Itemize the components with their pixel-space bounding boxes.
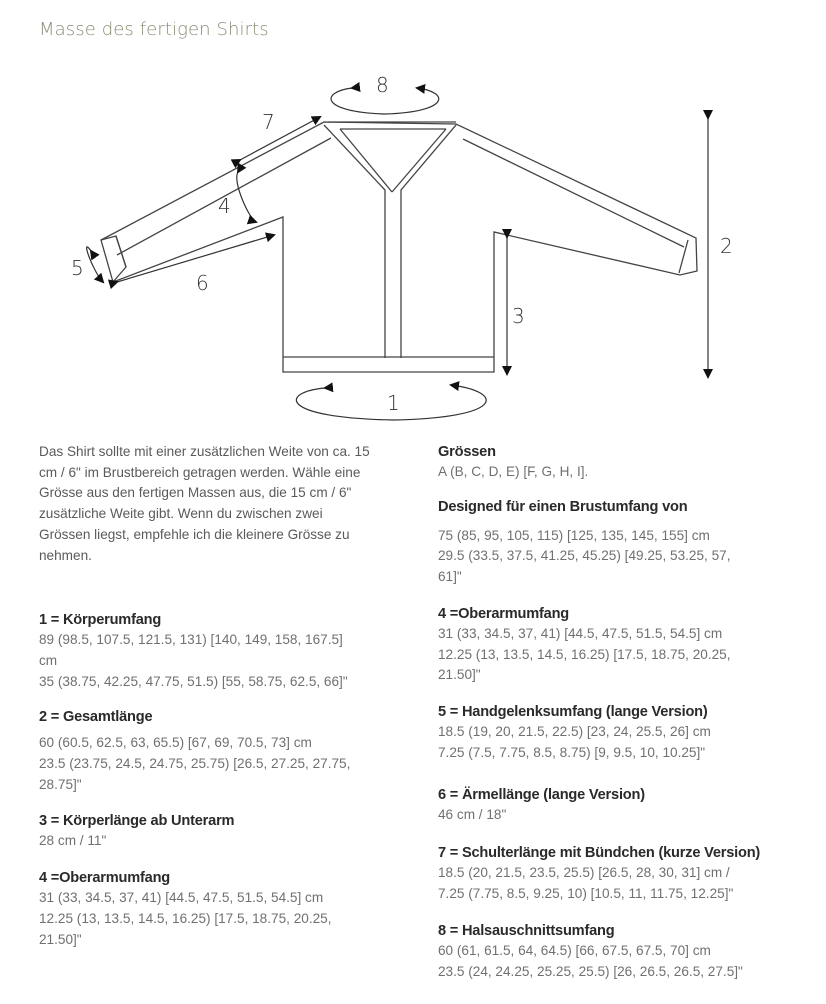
measure-heading: 3 = Körperlänge ab Unterarm (39, 813, 235, 830)
intro-paragraph: Das Shirt sollte mit einer zusätzlichen Weite von ca. 15 cm / 6" im Brustbereich getragen werden. Wähle eine Grösse aus den fertigen Massen aus, die 15 cm / 6" zusätzliche Weite gibt. Wenn du zwischen zwei Grössen liegst, empfehle ich die kleinere Grösse zu nehmen. (39, 444, 370, 563)
measure-value: 18.5 (19, 20, 21.5, 22.5) [23, 24, 25.5, 26] cm (438, 723, 711, 739)
measure-value: 31 (33, 34.5, 37, 41) [44.5, 47.5, 51.5, 54.5] cm (438, 625, 723, 641)
neckline-v-outer-right (401, 125, 456, 358)
measure-value: 46 cm / 18" (438, 807, 507, 823)
measure-value: 7.25 (7.75, 8.5, 9.25, 10) [10.5, 11, 11.75, 12.25]" (438, 885, 734, 901)
neckline-v-outer-left (324, 125, 385, 358)
measure-heading: 7 = Schulterlänge mit Bündchen (kurze Version) (438, 845, 761, 862)
label-7: 7 (262, 110, 275, 134)
measure-block-4 (39, 868, 419, 950)
measure-value: 18.5 (20, 21.5, 23.5, 25.5) [26.5, 28, 30, 31] cm / (438, 865, 730, 881)
measure-heading: 4 =Oberarmumfang (438, 605, 570, 622)
left-column (39, 442, 419, 950)
measure-value: 35 (38.75, 42.25, 47.75, 51.5) [55, 58.75, 62.5, 66]" (39, 673, 348, 689)
label-4: 4 (218, 194, 231, 218)
measure-block-6 (438, 785, 818, 826)
measure-value: 61]" (438, 569, 462, 585)
measure-heading: 2 = Gesamtlänge (39, 709, 153, 726)
measure-value: 23.5 (24, 24.25, 25.25, 25.5) [26, 26.5, 26.5, 27.5]" (438, 964, 743, 980)
measure-value: 31 (33, 34.5, 37, 41) [44.5, 47.5, 51.5, 54.5] cm (39, 890, 324, 906)
right-shoulder-band (463, 139, 684, 247)
measure-value: cm (39, 652, 58, 668)
right-column (438, 442, 818, 983)
measure-block-7 (438, 843, 818, 904)
measure-value: 28 cm / 11" (39, 833, 107, 849)
measure-4-arrow (237, 172, 256, 222)
measure-value: 29.5 (33.5, 37.5, 41.25, 45.25) [49.25, 53.25, 57, (438, 548, 731, 564)
measure-value: 7.25 (7.5, 7.75, 8.5, 8.75) [9, 9.5, 10, 10.25]" (438, 744, 706, 760)
measure-value: 12.25 (13, 13.5, 14.5, 16.25) [17.5, 18.75, 20.25, (39, 910, 332, 926)
measure-value: 60 (61, 61.5, 64, 64.5) [66, 67.5, 67.5, 70] cm (438, 943, 711, 959)
measure-7-arrow (240, 117, 320, 160)
measure-heading: 8 = Halsauschnittsumfang (438, 923, 615, 940)
label-6: 6 (196, 271, 209, 295)
measure-value: 89 (98.5, 107.5, 121.5, 131) [140, 149, 158, 167.5] (39, 632, 343, 648)
measure-block-4-right (438, 604, 818, 686)
measure-5-arrow (87, 247, 103, 282)
label-5: 5 (71, 256, 84, 280)
measure-value: 21.50]" (438, 667, 481, 683)
measure-block-5 (438, 702, 818, 763)
left-sleeve-outline (101, 122, 697, 372)
sizes-block (438, 442, 818, 483)
measure-block-3 (39, 811, 419, 852)
measure-value: 28.75]" (39, 776, 82, 792)
measure-heading: 6 = Ärmellänge (lange Version) (438, 787, 645, 804)
label-2: 2 (720, 234, 733, 258)
left-cuff (101, 236, 126, 282)
measure-block-8 (438, 921, 818, 982)
page-title: Masse des fertigen Shirts (39, 19, 269, 40)
measure-value: 23.5 (23.75, 24.5, 24.75, 25.75) [26.5, 27.25, 27.75, (39, 756, 351, 772)
chest-heading: Designed für einen Brustumfang von (438, 498, 688, 515)
measure-value: 60 (60.5, 62.5, 63, 65.5) [67, 69, 70.5, 73] cm (39, 735, 312, 751)
sizes-value: A (B, C, D, E) [F, G, H, I]. (438, 464, 589, 479)
sizes-heading: Grössen (438, 444, 496, 460)
label-1: 1 (387, 391, 400, 415)
measure-value: 75 (85, 95, 105, 115) [125, 135, 145, 155] cm (438, 527, 710, 543)
measure-value: 12.25 (13, 13.5, 14.5, 16.25) [17.5, 18.75, 20.25, (438, 646, 731, 662)
neckline-v-inner-right (392, 129, 446, 192)
shirt-schematic-diagram (0, 60, 826, 430)
measure-block-1 (39, 610, 419, 692)
label-8: 8 (376, 73, 389, 97)
measure-heading: 5 = Handgelenksumfang (lange Version) (438, 703, 708, 720)
measure-heading: 1 = Körperumfang (39, 612, 162, 629)
label-3: 3 (512, 304, 525, 328)
measure-heading: 4 =Oberarmumfang (39, 870, 171, 887)
measure-block-2 (39, 707, 419, 795)
chest-block (438, 497, 818, 588)
neckline-v-inner-left (340, 129, 392, 192)
measure-value: 21.50]" (39, 931, 82, 947)
